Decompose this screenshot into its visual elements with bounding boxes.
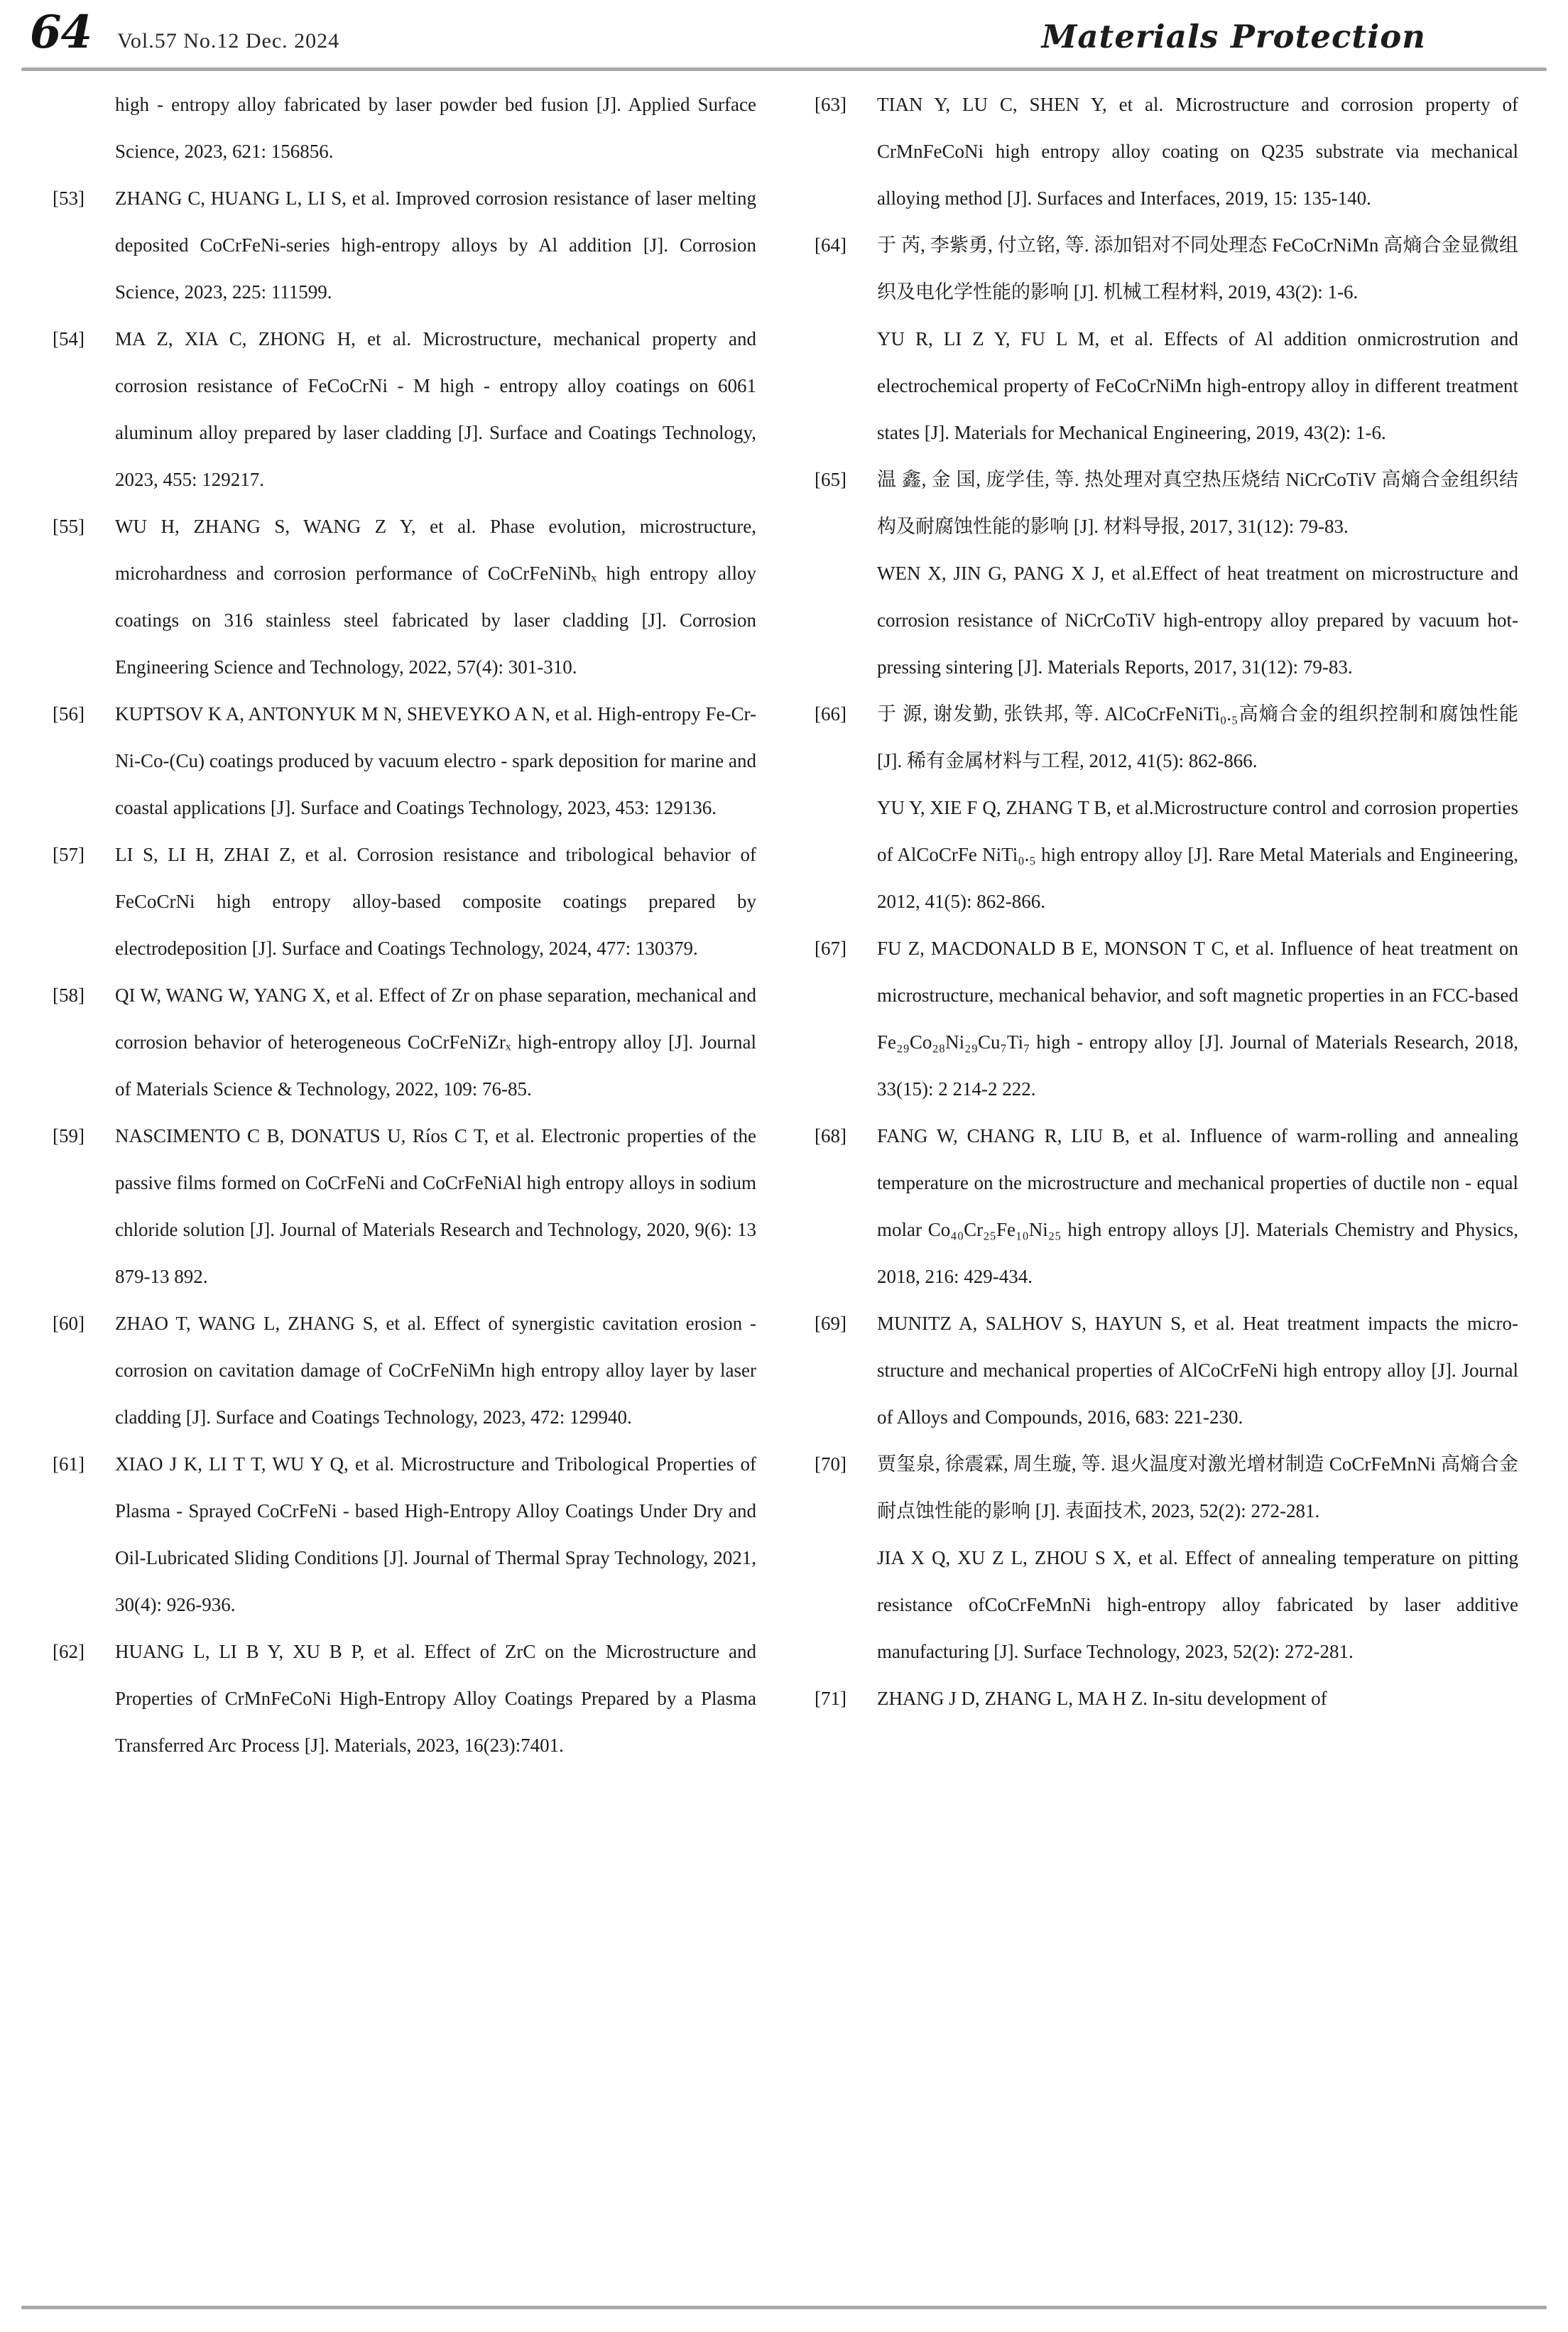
reference-entry <box>815 222 1518 456</box>
reference-paragraph: MUNITZ A, SALHOV S, HAYUN S, et al. Heat treatment impacts the micro-structure and mechanical properties of AlCoCrFeNi high entropy alloy [J]. Journal of Alloys and Compounds, 2016, 683: 221-230. <box>877 1313 1518 1428</box>
reference-entry <box>53 972 756 1112</box>
reference-number: [60] <box>53 1313 85 1334</box>
reference-entry <box>815 1675 1518 1722</box>
page-number: 64 <box>30 6 92 59</box>
reference-number: [54] <box>53 328 85 349</box>
references-left-column <box>53 81 756 2293</box>
reference-text <box>877 690 1518 925</box>
reference-entry <box>53 315 756 503</box>
reference-paragraph: FANG W, CHANG R, LIU B, et al. Influence of warm-rolling and annealing temperature on the microstructure and mechanical properties of ductile non - equal molar Co₄₀Cr₂₅Fe₁₀Ni₂₅ high entropy alloys [J]. Materials Chemistry and Physics, 2018, 216: 429-434. <box>877 1125 1518 1287</box>
reference-number: [59] <box>53 1125 85 1146</box>
reference-paragraph: HUANG L, LI B Y, XU B P, et al. Effect of ZrC on the Microstructure and Properties of CrMnFeCoNi High-Entropy Alloy Coatings Prepared by a Plasma Transferred Arc Process [J]. Materials, 2023, 16(23):7401. <box>115 1641 756 1756</box>
reference-number: [53] <box>53 188 85 209</box>
reference-entry <box>53 1441 756 1628</box>
reference-paragraph: YU R, LI Z Y, FU L M, et al. Effects of Al addition onmicrostrution and electrochemical property of FeCoCrNiMn high-entropy alloy in different treatment states [J]. Materials for Mechanical Engineering, 2019, 43(2): 1-6. <box>877 328 1518 443</box>
reference-number: [63] <box>815 94 846 115</box>
issue-info: Vol.57 No.12 Dec. 2024 <box>117 29 340 53</box>
reference-number: [66] <box>815 703 846 725</box>
reference-paragraph: WEN X, JIN G, PANG X J, et al.Effect of heat treatment on microstructure and corrosion resistance of NiCrCoTiV high-entropy alloy prepared by vacuum hot-pressing sintering [J]. Materials Reports, 2017, 31(12): 79-83. <box>877 563 1518 678</box>
reference-paragraph: TIAN Y, LU C, SHEN Y, et al. Microstructure and corrosion property of CrMnFeCoNi high entropy alloy coating on Q235 substrate via mechanical alloying method [J]. Surfaces and Interfaces, 2019, 15: 135-140. <box>877 94 1518 209</box>
reference-paragraph: MA Z, XIA C, ZHONG H, et al. Microstructure, mechanical property and corrosion resistance of FeCoCrNi - M high - entropy alloy coatings on 6061 aluminum alloy prepared by laser cladding [J]. Surface and Coatings Technology, 2023, 455: 129217. <box>115 328 756 490</box>
references-section <box>21 71 1547 2293</box>
reference-paragraph: FU Z, MACDONALD B E, MONSON T C, et al. Influence of heat treatment on microstructure, mechanical behavior, and soft magnetic properties in an FCC-based Fe₂₉Co₂₈Ni₂₉Cu₇Ti₇ high - entropy alloy [J]. Journal of Materials Research, 2018, 33(15): 2 214-2 222. <box>877 938 1518 1100</box>
reference-text <box>115 175 756 315</box>
reference-text <box>115 831 756 972</box>
reference-entry <box>53 831 756 972</box>
reference-entry <box>815 690 1518 925</box>
journal-name: Materials Protection <box>1041 18 1426 55</box>
reference-text <box>115 1441 756 1628</box>
reference-number: [71] <box>815 1688 846 1709</box>
reference-paragraph: QI W, WANG W, YANG X, et al. Effect of Zr on phase separation, mechanical and corrosion behavior of heterogeneous CoCrFeNiZrₓ high-entropy alloy [J]. Journal of Materials Science & Technology, 2022, 109: 76-85. <box>115 985 756 1100</box>
reference-text <box>877 81 1518 222</box>
reference-paragraph: KUPTSOV K A, ANTONYUK M N, SHEVEYKO A N, et al. High-entropy Fe-Cr-Ni-Co-(Cu) coatings produced by vacuum electro - spark deposition for marine and coastal applications [J]. Surface and Coatings Technology, 2023, 453: 129136. <box>115 703 756 818</box>
reference-text <box>115 81 756 175</box>
reference-entry <box>53 1628 756 1769</box>
reference-text <box>877 222 1518 456</box>
reference-paragraph: NASCIMENTO C B, DONATUS U, Ríos C T, et al. Electronic properties of the passive films formed on CoCrFeNi and CoCrFeNiAl high entropy alloys in sodium chloride solution [J]. Journal of Materials Research and Technology, 2020, 9(6): 13 879-13 892. <box>115 1125 756 1287</box>
reference-text <box>877 1675 1518 1722</box>
footer-divider <box>21 2306 1547 2309</box>
reference-entry <box>53 81 756 175</box>
reference-entry <box>815 456 1518 690</box>
reference-paragraph: XIAO J K, LI T T, WU Y Q, et al. Microstructure and Tribological Properties of Plasma - Sprayed CoCrFeNi - based High-Entropy Alloy Coatings Under Dry and Oil-Lubricated Sliding Conditions [J]. Journal of Thermal Spray Technology, 2021, 30(4): 926-936. <box>115 1453 756 1615</box>
reference-entry <box>815 1112 1518 1300</box>
reference-text <box>115 503 756 690</box>
reference-number: [69] <box>815 1313 846 1334</box>
reference-number: [67] <box>815 938 846 959</box>
reference-number: [57] <box>53 844 85 865</box>
reference-paragraph: 于 源, 谢发勤, 张铁邦, 等. AlCoCrFeNiTi₀.₅高熵合金的组织控制和腐蚀性能 [J]. 稀有金属材料与工程, 2012, 41(5): 862-866. <box>877 703 1518 771</box>
reference-text <box>115 972 756 1112</box>
reference-text <box>877 925 1518 1112</box>
reference-number: [61] <box>53 1453 85 1475</box>
reference-paragraph: high - entropy alloy fabricated by laser powder bed fusion [J]. Applied Surface Science, 2023, 621: 156856. <box>115 94 756 162</box>
reference-number: [65] <box>815 469 846 490</box>
reference-entry <box>53 690 756 831</box>
reference-text <box>115 315 756 503</box>
reference-number: [56] <box>53 703 85 725</box>
reference-text <box>877 1112 1518 1300</box>
reference-entry <box>815 1441 1518 1675</box>
reference-text <box>115 1300 756 1441</box>
reference-entry <box>53 1300 756 1441</box>
reference-number: [64] <box>815 234 846 256</box>
reference-number: [68] <box>815 1125 846 1146</box>
reference-paragraph: ZHAO T, WANG L, ZHANG S, et al. Effect of synergistic cavitation erosion - corrosion on cavitation damage of CoCrFeNiMn high entropy alloy layer by laser cladding [J]. Surface and Coatings Technology, 2023, 472: 129940. <box>115 1313 756 1428</box>
page-header <box>21 6 1547 67</box>
reference-entry <box>53 1112 756 1300</box>
reference-entry <box>815 925 1518 1112</box>
reference-paragraph: 贾玺泉, 徐震霖, 周生璇, 等. 退火温度对激光增材制造 CoCrFeMnNi 高熵合金耐点蚀性能的影响 [J]. 表面技术, 2023, 52(2): 272-281. <box>877 1453 1518 1522</box>
reference-text <box>877 456 1518 690</box>
reference-number: [55] <box>53 516 85 537</box>
references-right-column <box>815 81 1518 2293</box>
reference-entry <box>53 503 756 690</box>
reference-paragraph: YU Y, XIE F Q, ZHANG T B, et al.Microstructure control and corrosion properties of AlCoCrFe NiTi₀.₅ high entropy alloy [J]. Rare Metal Materials and Engineering, 2012, 41(5): 862-866. <box>877 797 1518 912</box>
reference-paragraph: 于 芮, 李紫勇, 付立铭, 等. 添加铝对不同处理态 FeCoCrNiMn 高熵合金显微组织及电化学性能的影响 [J]. 机械工程材料, 2019, 43(2): 1-6. <box>877 234 1518 303</box>
reference-entry <box>53 175 756 315</box>
reference-text <box>115 1628 756 1769</box>
reference-paragraph: WU H, ZHANG S, WANG Z Y, et al. Phase evolution, microstructure, microhardness and corrosion performance of CoCrFeNiNbₓ high entropy alloy coatings on 316 stainless steel fabricated by laser cladding [J]. Corrosion Engineering Science and Technology, 2022, 57(4): 301-310. <box>115 516 756 678</box>
reference-text <box>877 1441 1518 1675</box>
reference-number: [58] <box>53 985 85 1006</box>
reference-text <box>115 690 756 831</box>
reference-paragraph: LI S, LI H, ZHAI Z, et al. Corrosion resistance and tribological behavior of FeCoCrNi high entropy alloy-based composite coatings prepared by electrodeposition [J]. Surface and Coatings Technology, 2024, 477: 130379. <box>115 844 756 959</box>
reference-paragraph: JIA X Q, XU Z L, ZHOU S X, et al. Effect of annealing temperature on pitting resistance ofCoCrFeMnNi high-entropy alloy fabricated by laser additive manufacturing [J]. Surface Technology, 2023, 52(2): 272-281. <box>877 1547 1518 1662</box>
reference-paragraph: ZHANG C, HUANG L, LI S, et al. Improved corrosion resistance of laser melting deposited CoCrFeNi-series high-entropy alloys by Al addition [J]. Corrosion Science, 2023, 225: 111599. <box>115 188 756 303</box>
reference-number: [62] <box>53 1641 85 1662</box>
reference-number: [70] <box>815 1453 846 1475</box>
reference-entry <box>815 81 1518 222</box>
reference-paragraph: ZHANG J D, ZHANG L, MA H Z. In-situ development of <box>877 1688 1327 1709</box>
header-left-group <box>30 6 340 62</box>
reference-text <box>115 1112 756 1300</box>
reference-entry <box>815 1300 1518 1441</box>
reference-text <box>877 1300 1518 1441</box>
reference-paragraph: 温 鑫, 金 国, 庞学佳, 等. 热处理对真空热压烧结 NiCrCoTiV 高熵合金组织结构及耐腐蚀性能的影响 [J]. 材料导报, 2017, 31(12): 79-83. <box>877 469 1518 537</box>
